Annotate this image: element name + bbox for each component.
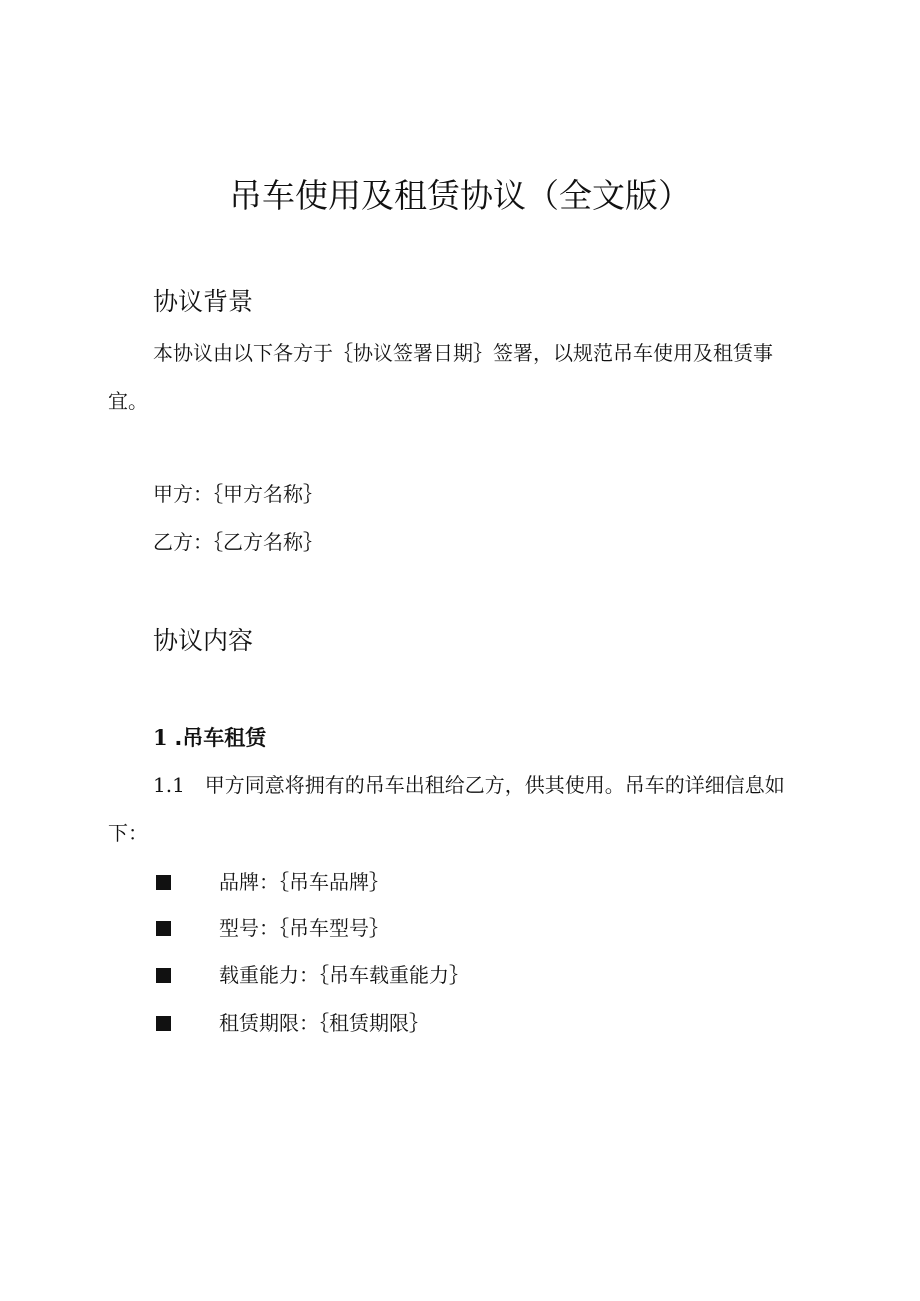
document-title: 吊车使用及租赁协议（全文版） — [229, 176, 691, 215]
square-bullet-icon — [156, 1016, 171, 1031]
list-item-text: 租赁期限：｛租赁期限｝ — [219, 1011, 429, 1035]
clause-1-1-paragraph: 1.1 甲方同意将拥有的吊车出租给乙方，供其使用。吊车的详细信息如下： — [108, 773, 785, 845]
list-item — [156, 1003, 796, 1043]
party-a-line: 甲方：｛甲方名称｝ — [153, 482, 323, 506]
list-item — [156, 955, 796, 995]
section-heading-background: 协议背景 — [153, 287, 254, 316]
subsection-title: .吊车租赁 — [174, 726, 267, 750]
section-heading-content: 协议内容 — [153, 626, 254, 655]
square-bullet-icon — [156, 875, 171, 890]
list-item-text: 载重能力：｛吊车载重能力｝ — [219, 963, 469, 987]
background-paragraph: 本协议由以下各方于｛协议签署日期｝签署，以规范吊车使用及租赁事宜。 — [108, 341, 773, 413]
square-bullet-icon — [156, 921, 171, 936]
subsection-number: 1 — [153, 725, 168, 750]
square-bullet-icon — [156, 968, 171, 983]
list-item — [156, 862, 796, 902]
subsection-heading-crane-rental — [153, 718, 266, 758]
list-item-text: 品牌：｛吊车品牌｝ — [219, 870, 389, 894]
party-b-line: 乙方：｛乙方名称｝ — [153, 530, 323, 554]
list-item — [156, 908, 796, 948]
list-item-text: 型号：｛吊车型号｝ — [219, 916, 389, 940]
